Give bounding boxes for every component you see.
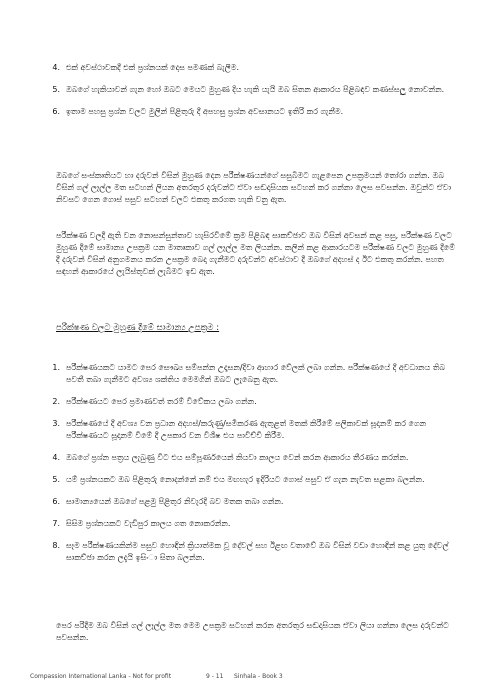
- list-text: සාමාන්‍යයෙන් ඔබගේ පළමු පිළිතුර නිවැරදි බව මතක තබා ගන්න.: [66, 497, 284, 506]
- footer-book-label: Sinhala - Book 3: [234, 673, 283, 680]
- list-number: 1.: [52, 363, 60, 372]
- list-text: ඔබගේ හැකියාවන් ගැන හෝ ඔබට මෙයට මුහුණ දිය හැකි යැයි ඔබ සිතන ආකාරය පිළිබඳව කණස්සලු නොවන්න.: [66, 85, 445, 94]
- list-number: 6.: [52, 497, 60, 506]
- list-number: 6.: [52, 107, 60, 116]
- list-text: යම් ප්‍රශ්නයකට ඔබ පිළිතුරු නොදන්නේ නම් එය මඟහැර ඉදිරියට ගොස් පසුව ඒ ගැන නැවත සළකා බලන්න.: [66, 475, 425, 484]
- footer-page-number: 9 - 11: [206, 673, 224, 680]
- list-item: [38, 496, 458, 508]
- list-item: [38, 62, 458, 74]
- list-item: [38, 540, 458, 564]
- list-number: 7.: [52, 519, 60, 528]
- list-number: 4.: [52, 453, 60, 462]
- list-number: 5.: [52, 475, 60, 484]
- list-text: එක් අවස්ථාවකදී එක් ප්‍රශ්නයක් දෙස පමණක් බැලීම.: [66, 63, 239, 72]
- list-number: 8.: [52, 541, 60, 550]
- list-text: පරීක්ෂණයේ දී අවශ්‍ය වන ප්‍රධාන අදහස්/කරුණු/සමීකරණ ඇතුළත් මතක් කිරීමේ පලිකාවක් සූදානම් කර ගෙන පරීක්ෂණයට සූදානම් වීමේ දී උපකාර වන විශීෂ එය පාවිච්චි කිරීම.: [66, 419, 427, 440]
- list-text: පරීක්ෂණයකට යාමට පෙර සෞඛ්‍ය සම්පන්න උදෑසන/දිවා ආහාර වේලක් ලබා ගන්න. පරීක්ෂණයේ දී අවධානය තිබ පවතී තබා ගැනීමට අවශ්‍ය ශක්තිය මෙමගින් ඔබට ලැබෙනු ඇත.: [66, 363, 446, 384]
- list-text: සිසිම ප්‍රශ්නයකට වැඩිපුර කාලය ගත නොකරන්න.: [66, 519, 231, 528]
- list-text: සෑම පරීක්ෂණයකින්ම පසුව හොඳින් ක්‍රියාත්මක වූ දේවල් සහ ඊළඟ වතාවේ ඔබ විසින් වඩා හොඳින් කළ යුතු දේවල් සාකච්ඡා කරන ලදැයි ඉසිංා සිතා බලන්න.: [66, 541, 449, 562]
- list-item: [38, 106, 458, 118]
- list-text: ඔබගේ ප්‍රශ්න පත්‍රය ලැබුණු විට එය සම්පූර්ණයෙන් කියවා කාලය වෙන් කරන ආකාරය තීරණය කරන්න.: [66, 453, 409, 462]
- footer-organization: Compassion International Lanka - Not for profit: [30, 673, 172, 680]
- list-number: 5.: [52, 85, 60, 94]
- list-item: [38, 518, 458, 530]
- section-heading: පරීක්ෂණ වලට මුහුණ දීමේ සාමාන්‍ය උපක්‍රම :: [56, 323, 220, 333]
- list-number: 2.: [52, 397, 60, 406]
- list-item: [38, 474, 458, 486]
- list-item: [38, 84, 458, 96]
- list-item: [38, 418, 458, 442]
- list-item: [38, 396, 458, 408]
- list-text: පරීක්ෂණයට පෙර ප්‍රමාණවත් තරම් විවේකය ලබා ගන්න.: [66, 397, 257, 406]
- top-numbered-list: [38, 62, 458, 128]
- main-numbered-list: [38, 362, 458, 574]
- list-item: [38, 362, 458, 386]
- body-paragraph-2: පරීක්ෂණ වලදී ඇති වන නොසන්සුන්තාව හැසිරවීමේ ක්‍රම පිළිබඳ සාකච්ඡාව ඔබ විසින් අවසන් කළ පසු, පරීක්ෂණ වලට මුහුණ දීමේ සාමාන්‍ය උපක්‍රම යන මාතෘකාව ගල් ලෑල්ල මත ලියන්න. කලින් කළ ආකාරයටම පරීක්ෂණ වලට මුහුණ දීමේ දී දරුවන් විසින් අනුගමනය කරන උපක්‍රම බෙදා ගැනීමට දරුවන්ට අවස්ථාව දී ඔබගේ අදහස් ද ඊට එකතු කරන්න. පහත සඳහන් ආකාරයේ ලැයිස්තුවක් ලැබීමට ඉඩ ඇත.: [56, 231, 455, 276]
- list-number: 3.: [52, 419, 60, 428]
- list-item: [38, 452, 458, 464]
- body-paragraph-1: ඔබගේ සංස්කෘතියට හා දරුවන් විසින් මුහුණ දෙන පරීක්ෂණයන්ගේ සසුබිමට ගැළපෙන උපක්‍රමයන් තෝරා ගන්න. ඔබ විසින් ගල් ලෑල්ල මත සටහන් ලියන අතරතුර දරුවන්ට ඒවා සඬදාසියක සටහන් කර ගන්නා ලෙස පවසන්න. ඔවුන්ට ඒවා නිවසට ගෙන ගොස් පසුව සටහන් වලට එකතු කරගත හැකි වනු ඇත.: [56, 171, 452, 204]
- body-paragraph-3: පෙර පරිදීම ඔබ විසින් ගල් ලෑල්ල මත මෙම උපක්‍රම සටහන් කරන අතරතුර සඬදාසියක ඒවා ලියා ගන්නා ලෙස දරුවන්ට පවසන්න.: [56, 621, 449, 642]
- list-number: 4.: [52, 63, 60, 72]
- list-text: ඉතාම පහසු ප්‍රශ්න වලට මුලින් පිළිතුරු දී අපහසු ප්‍රශ්න අවසානයට ඉතිරි කර ගැනීම.: [66, 107, 344, 116]
